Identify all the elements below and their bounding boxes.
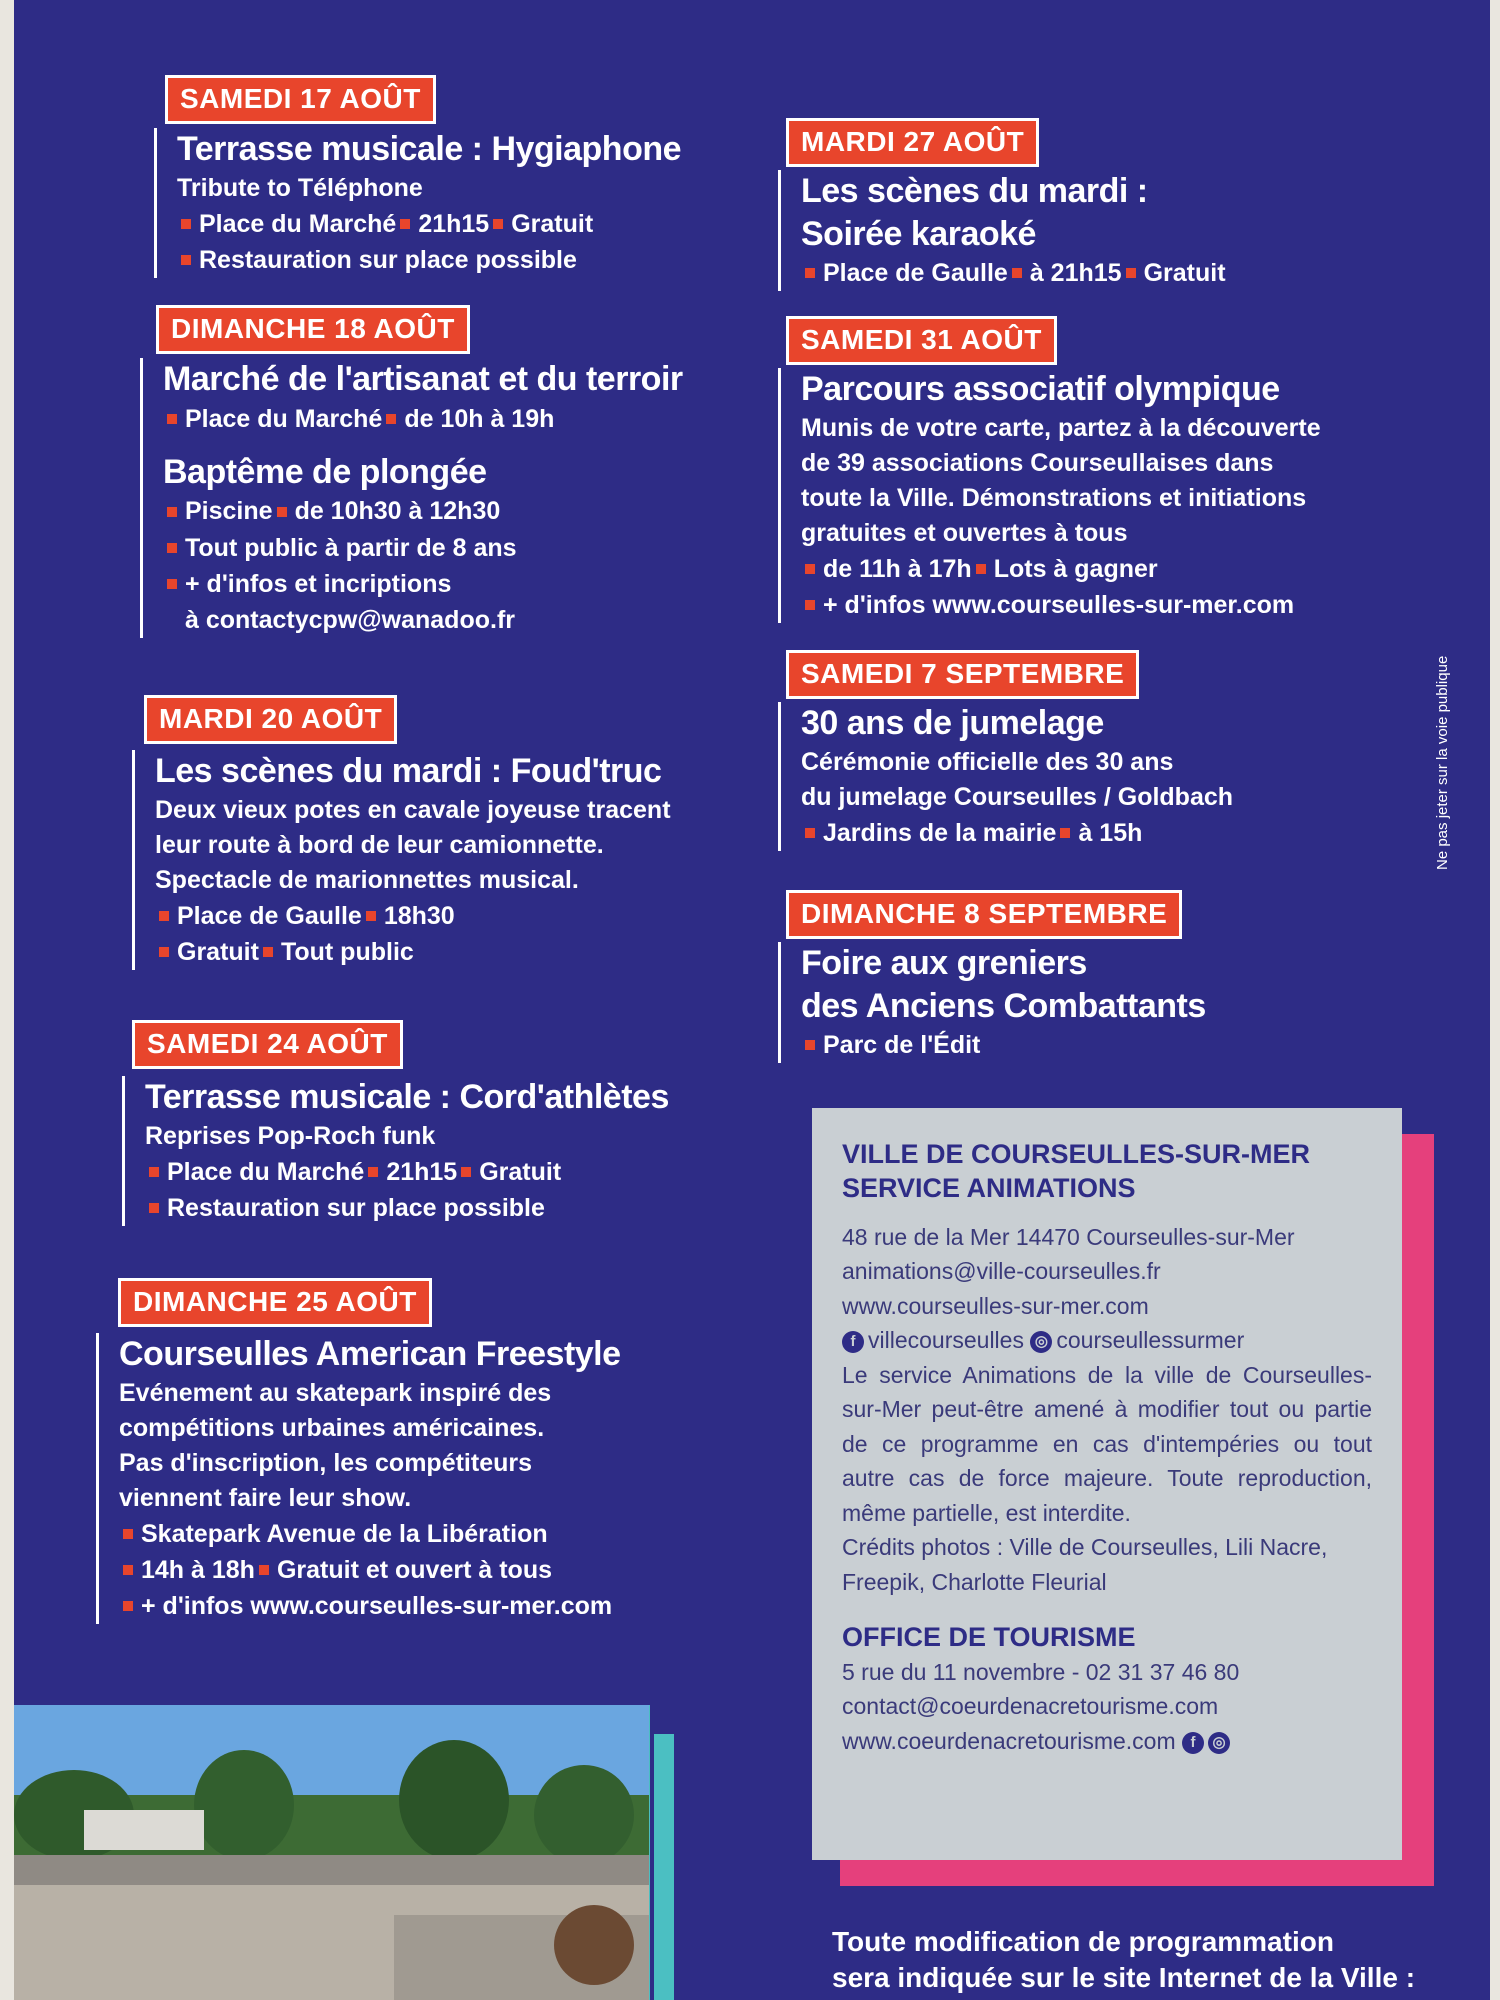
bullet-icon (167, 543, 177, 553)
bullet-icon (1060, 828, 1070, 838)
event-title: des Anciens Combattants (801, 986, 1206, 1025)
instagram-icon[interactable]: ◎ (1208, 1732, 1230, 1754)
info-address: 48 rue de la Mer 14470 Courseulles-sur-Mer (842, 1223, 1295, 1250)
bullet-icon (805, 1040, 815, 1050)
bullet-icon (149, 1167, 159, 1177)
event-description: Cérémonie officielle des 30 ans (801, 747, 1174, 776)
event-title: 30 ans de jumelage (801, 704, 1104, 742)
bullet-icon (123, 1601, 133, 1611)
info-disclaimer: Le service Animations de la ville de Courseulles-sur-Mer peut-être amené à modifier tout ou partie de ce programme en cas d'intempéries ou tout autre cas de force majeure. Toute reproduction, même partielle, est interdite. (842, 1361, 1372, 1526)
event-meta: Place de Gaulle 18h30 (155, 898, 775, 934)
bullet-icon (123, 1565, 133, 1575)
info-email[interactable]: animations@ville-courseulles.fr (842, 1258, 1161, 1284)
event-meta: Skatepark Avenue de la Libération (119, 1516, 779, 1552)
event-title: Parcours associatif olympique (801, 370, 1280, 408)
event-meta: 14h à 18h Gratuit et ouvert à tous (119, 1552, 779, 1588)
date-tag: DIMANCHE 25 AOÛT (118, 1278, 432, 1327)
event-title: Baptême de plongée (163, 452, 487, 491)
event-meta: Restauration sur place possible (145, 1190, 765, 1226)
event-meta: Tout public à partir de 8 ans (163, 530, 763, 566)
event-meta: Place de Gaulle à 21h15 Gratuit (801, 255, 1361, 291)
event-description: Munis de votre carte, partez à la découverte (801, 413, 1321, 442)
bullet-icon (181, 219, 191, 229)
event-description: Spectacle de marionnettes musical. (155, 865, 579, 894)
event-freestyle (96, 1333, 779, 1624)
bullet-icon (167, 507, 177, 517)
instagram-icon[interactable]: ◎ (1030, 1331, 1052, 1353)
event-hygiaphone (154, 128, 737, 278)
date-tag: SAMEDI 17 AOÛT (165, 75, 436, 124)
event-description: gratuites et ouvertes à tous (801, 518, 1128, 547)
bullet-icon (167, 579, 177, 589)
event-description: Evénement au skatepark inspiré des (119, 1378, 552, 1407)
event-title: Foire aux greniers (801, 944, 1087, 982)
bullet-icon (805, 828, 815, 838)
bullet-icon (167, 414, 177, 424)
bullet-icon (805, 268, 815, 278)
event-foire (778, 942, 1361, 1063)
event-contact: à contactycpw@wanadoo.fr (185, 606, 515, 634)
event-title: Courseulles American Freestyle (119, 1335, 621, 1373)
event-meta: + d'infos et incriptions (163, 566, 763, 602)
info-box (812, 1108, 1402, 1860)
date-tag: SAMEDI 7 SEPTEMBRE (786, 650, 1139, 699)
event-karaoke (778, 170, 1361, 291)
teal-accent-bar (654, 1734, 674, 2000)
event-meta: + d'infos www.courseulles-sur-mer.com (119, 1588, 779, 1624)
event-title: Marché de l'artisanat et du terroir (163, 360, 683, 398)
event-description: compétitions urbaines américaines. (119, 1413, 545, 1442)
event-description: du jumelage Courseulles / Goldbach (801, 782, 1234, 811)
date-tag: SAMEDI 31 AOÛT (786, 316, 1057, 365)
info-credits: Crédits photos : Ville de Courseulles, Lili Nacre, Freepik, Charlotte Fleurial (842, 1534, 1328, 1595)
event-jumelage (778, 702, 1361, 851)
event-meta: Parc de l'Édit (801, 1027, 1361, 1063)
date-tag: MARDI 27 AOÛT (786, 118, 1039, 167)
program-sheet (14, 0, 1490, 2000)
event-cordathletes (122, 1076, 765, 1226)
bullet-icon (805, 600, 815, 610)
bullet-icon (805, 564, 815, 574)
skatepark-photo-illustration (14, 1705, 650, 2000)
event-description: de 39 associations Courseullaises dans (801, 448, 1274, 477)
event-foudtruc (132, 750, 775, 970)
bullet-icon (259, 1565, 269, 1575)
bullet-icon (461, 1167, 471, 1177)
info-website[interactable]: www.courseulles-sur-mer.com (842, 1292, 1149, 1319)
info-heading: VILLE DE COURSEULLES-SUR-MER (842, 1139, 1311, 1169)
info-social: f villecourseulles ◎ courseullessurmer (842, 1323, 1372, 1358)
bullet-icon (1126, 268, 1136, 278)
bullet-icon (386, 414, 396, 424)
bullet-icon (976, 564, 986, 574)
event-meta: Place du Marché de 10h à 19h (163, 401, 763, 437)
bullet-icon (159, 947, 169, 957)
side-note: Ne pas jeter sur la voie publique (1434, 655, 1451, 870)
bullet-icon (1012, 268, 1022, 278)
event-meta: Jardins de la mairie à 15h (801, 815, 1361, 851)
facebook-icon[interactable]: f (1182, 1732, 1204, 1754)
bullet-icon (368, 1167, 378, 1177)
event-meta: + d'infos www.courseulles-sur-mer.com (801, 587, 1381, 623)
tourism-email[interactable]: contact@coeurdenacretourisme.com (842, 1693, 1219, 1720)
event-artisanat (140, 358, 763, 638)
date-tag: SAMEDI 24 AOÛT (132, 1020, 403, 1069)
bullet-icon (149, 1203, 159, 1213)
bullet-icon (263, 947, 273, 957)
bullet-icon (181, 255, 191, 265)
event-description: leur route à bord de leur camionnette. (155, 830, 604, 859)
bullet-icon (123, 1529, 133, 1539)
event-description: toute la Ville. Démonstrations et initiations (801, 483, 1307, 512)
bullet-icon (159, 911, 169, 921)
date-tag: DIMANCHE 18 AOÛT (156, 305, 470, 354)
event-parcours (778, 368, 1381, 623)
event-description: Deux vieux potes en cavale joyeuse tracent (155, 795, 671, 824)
event-title: Les scènes du mardi : Foud'truc (155, 752, 662, 790)
bullet-icon (366, 911, 376, 921)
event-title: Les scènes du mardi : (801, 172, 1148, 210)
event-meta: Piscine de 10h30 à 12h30 (163, 493, 763, 529)
event-meta: Place du Marché 21h15 Gratuit (177, 206, 737, 242)
event-title: Terrasse musicale : Cord'athlètes (145, 1078, 669, 1116)
date-tag: MARDI 20 AOÛT (144, 695, 397, 744)
event-meta: Gratuit Tout public (155, 934, 775, 970)
event-description: Reprises Pop-Roch funk (145, 1121, 436, 1150)
event-meta: Place du Marché 21h15 Gratuit (145, 1154, 765, 1190)
bullet-icon (493, 219, 503, 229)
facebook-icon[interactable]: f (842, 1331, 864, 1353)
info-subheading: SERVICE ANIMATIONS (842, 1172, 1136, 1203)
event-title: Soirée karaoké (801, 214, 1036, 253)
event-description: viennent faire leur show. (119, 1483, 412, 1512)
event-meta: Restauration sur place possible (177, 242, 737, 278)
tourism-website: www.coeurdenacretourisme.com f ◎ (842, 1724, 1372, 1759)
bullet-icon (400, 219, 410, 229)
event-meta: de 11h à 17h Lots à gagner (801, 551, 1381, 587)
date-tag: DIMANCHE 8 SEPTEMBRE (786, 890, 1182, 939)
tourism-address: 5 rue du 11 novembre - 02 31 37 46 80 (842, 1658, 1240, 1685)
event-title: Terrasse musicale : Hygiaphone (177, 130, 682, 168)
bullet-icon (277, 507, 287, 517)
event-description: Tribute to Téléphone (177, 173, 423, 202)
tourism-heading: OFFICE DE TOURISME (842, 1622, 1136, 1652)
event-description: Pas d'inscription, les compétiteurs (119, 1448, 533, 1477)
skatepark-photo (14, 1705, 650, 2000)
footer-note: Toute modification de programmation sera indiquée sur le site Internet de la Ville : (832, 1926, 1416, 1994)
